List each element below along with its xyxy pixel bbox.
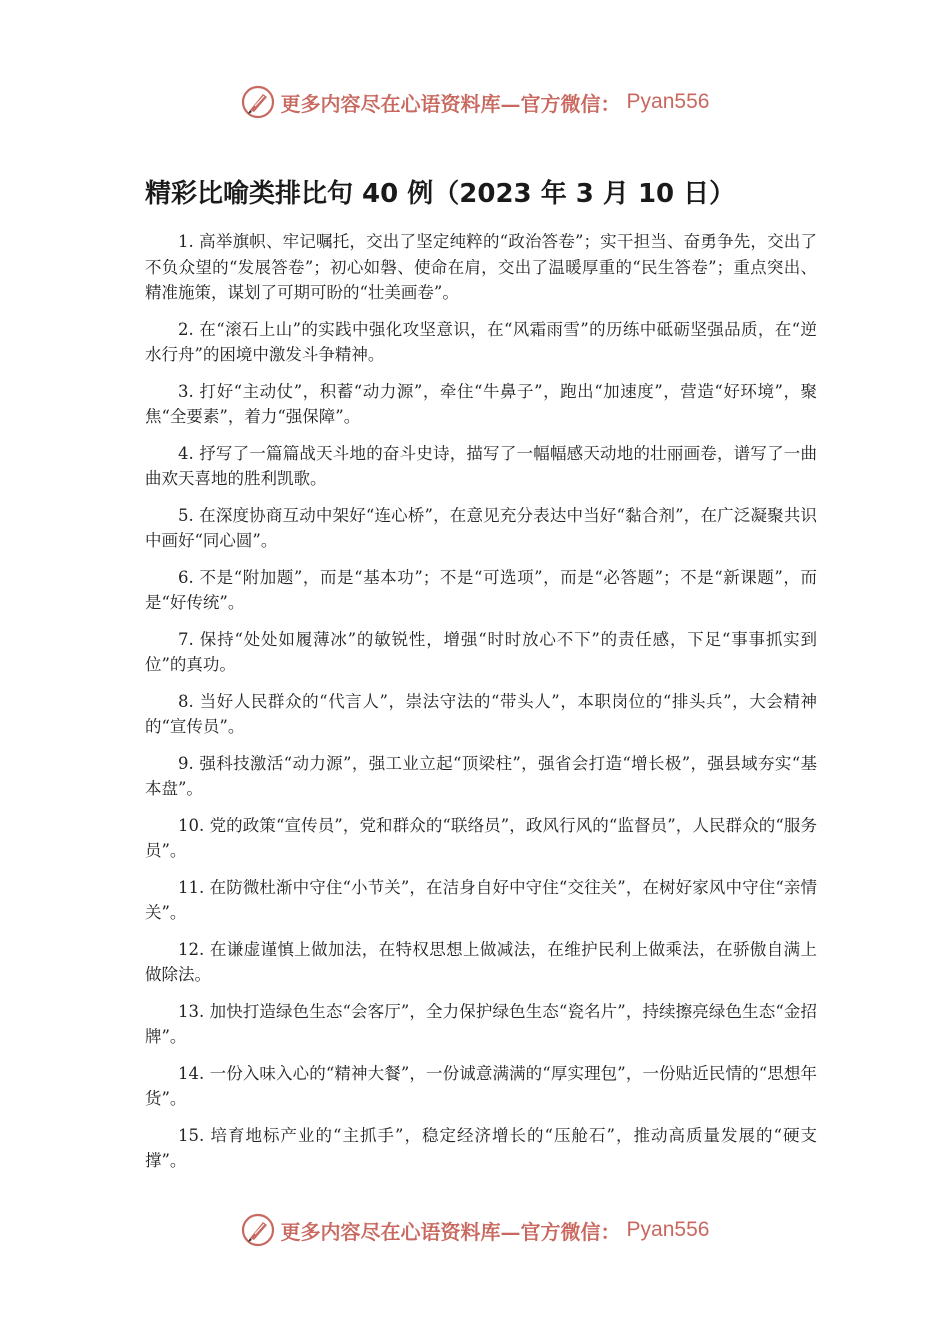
quill-logo-icon [241,1213,275,1247]
list-item: 10. 党的政策“宣传员”，党和群众的“联络员”，政风行风的“监督员”，人民群众的“服务员”。 [145,815,817,860]
list-item: 14. 一份入味入心的“精神大餐”，一份诚意满满的“厚实理包”，一份贴近民情的“思想年货”。 [145,1063,817,1108]
list-item: 6. 不是“附加题”，而是“基本功”；不是“可选项”，而是“必答题”；不是“新课题”，而是“好传统”。 [145,567,817,612]
banner-text: 更多内容尽在心语资料库—官方微信： [280,1219,621,1244]
list-item: 15. 培育地标产业的“主抓手”，稳定经济增长的“压舱石”，推动高质量发展的“硬支撑”。 [145,1125,817,1170]
list-item: 13. 加快打造绿色生态“会客厅”，全力保护绿色生态“瓷名片”，持续擦亮绿色生态“金招牌”。 [145,1001,817,1046]
banner-wechat-id: Pyan556 [626,90,710,113]
document-body [145,229,817,1185]
list-item: 12. 在谦虚谨慎上做加法，在特权思想上做减法，在维护民利上做乘法，在骄傲自满上做除法。 [145,939,817,984]
banner-text: 更多内容尽在心语资料库—官方微信： [280,91,621,116]
list-item: 5. 在深度协商互动中架好“连心桥”，在意见充分表达中当好“黏合剂”，在广泛凝聚共识中画好“同心圆”。 [145,505,817,550]
footer-banner [0,1208,950,1252]
quill-logo-icon [241,85,275,119]
list-item: 11. 在防微杜渐中守住“小节关”，在洁身自好中守住“交往关”，在树好家风中守住“亲情关”。 [145,877,817,922]
list-item: 3. 打好“主动仗”，积蓄“动力源”，牵住“牛鼻子”，跑出“加速度”，营造“好环境”，聚焦“全要素”，着力“强保障”。 [145,381,817,426]
banner-wechat-id: Pyan556 [626,1218,710,1241]
list-item: 9. 强科技激活“动力源”，强工业立起“顶梁柱”，强省会打造“增长极”，强县域夯实“基本盘”。 [145,753,817,798]
list-item: 4. 抒写了一篇篇战天斗地的奋斗史诗，描写了一幅幅感天动地的壮丽画卷，谱写了一曲曲欢天喜地的胜利凯歌。 [145,443,817,488]
list-item: 1. 高举旗帜、牢记嘱托，交出了坚定纯粹的“政治答卷”；实干担当、奋勇争先，交出了不负众望的“发展答卷”；初心如磐、使命在肩，交出了温暖厚重的“民生答卷”；重点突出、精准施策，谋划了可期可盼的“壮美画卷”。 [145,232,817,302]
list-item: 2. 在“滚石上山”的实践中强化攻坚意识，在“风霜雨雪”的历练中砥砺坚强品质，在“逆水行舟”的困境中激发斗争精神。 [145,319,817,364]
header-banner [0,80,950,124]
list-item: 8. 当好人民群众的“代言人”，崇法守法的“带头人”，本职岗位的“排头兵”，大会精神的“宣传员”。 [145,691,817,736]
list-item: 7. 保持“处处如履薄冰”的敏锐性，增强“时时放心不下”的责任感，下足“事事抓实到位”的真功。 [145,629,817,674]
page-title: 精彩比喻类排比句 40 例（2023 年 3 月 10 日） [145,179,736,209]
